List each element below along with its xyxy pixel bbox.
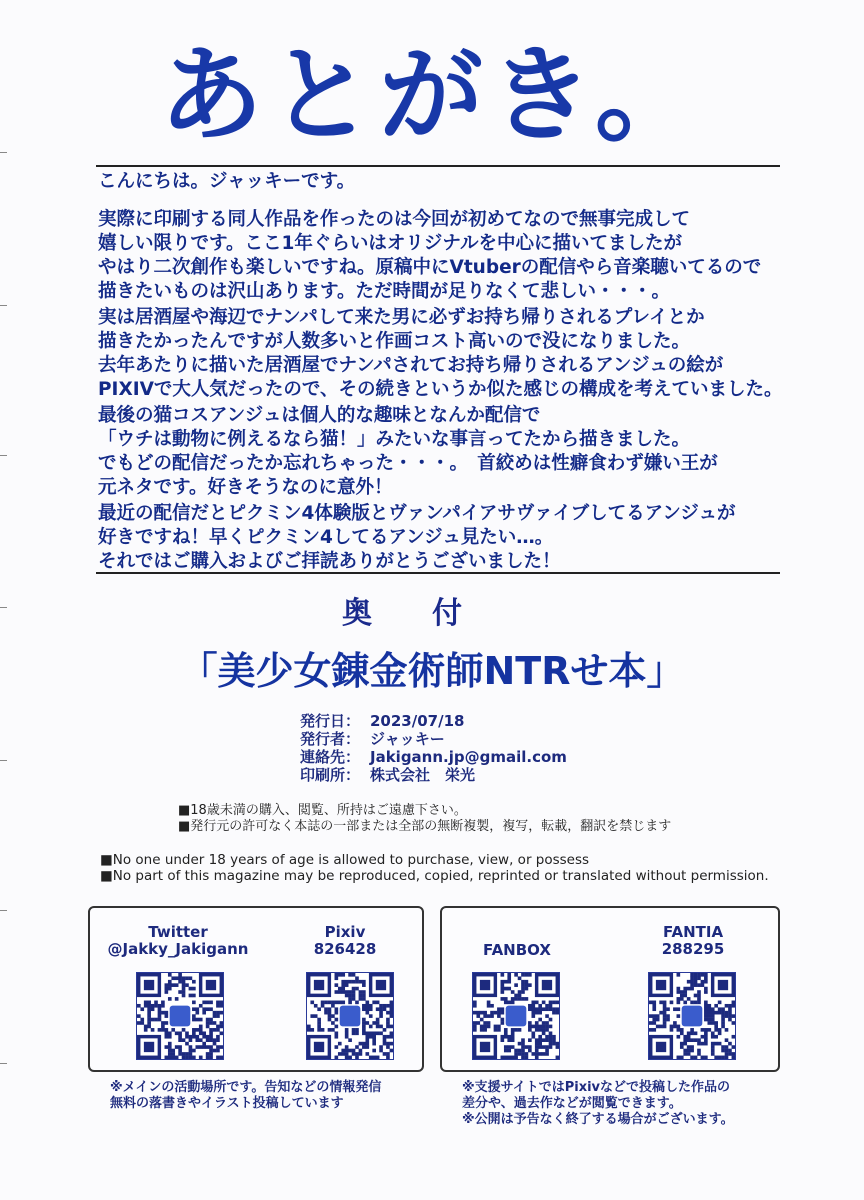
notices-en: ■No one under 18 years of age is allowed to purchase, view, or possess ■No part of this magazine may be reproduced, copied, reprinted or translated without permission. [100, 852, 769, 884]
caption-right: ※支援サイトではPixivなどで投稿した作品の 差分や、過去作などが閲覧できます。 ※公開は予告なく終了する場合がございます。 [462, 1080, 734, 1127]
greeting: こんにちは。ジャッキーです。 [98, 171, 356, 192]
fantia-label: FANTIA 288295 [661, 923, 725, 958]
twitter-label: Twitter @Jakky_Jakigann [107, 923, 249, 958]
divider-top [96, 165, 780, 167]
pixiv-p-icon [307, 973, 393, 1059]
paragraph-3: 最後の猫コスアンジュは個人的な趣味となんか配信で 「ウチは動物に例えるなら猫！」みたいな事言ってたから描きました。 でもどの配信だったか忘れちゃった・・・。 首絞めは性癖食わず嫌い王が 元ネタです。好きそうなのに意外！ [98, 405, 718, 498]
fantia-icon [649, 973, 735, 1059]
paragraph-2: 実は居酒屋や海辺でナンパして来た男に必ずお持ち帰りされるプレイとか 描きたかったんですが人数多いと作画コスト高いので没になりました。 去年あたりに描いた居酒屋でナンパされてお持ち帰りされるアンジュの絵が PIXIVで大人気だったので、その続きというか似た感じの構成を考えていました。 [98, 307, 783, 400]
fanbox-icon [473, 973, 559, 1059]
fanbox-qr[interactable] [472, 972, 560, 1060]
meta-contact: 連絡先： Jakigann.jp@gmail.com [300, 748, 567, 766]
caption-left: ※メインの活動場所です。告知などの情報発信 無料の落書きやイラスト投稿しています [110, 1080, 382, 1111]
pixiv-label: Pixiv 826428 [313, 923, 377, 958]
social-box-right [440, 906, 780, 1072]
bird-icon [137, 973, 223, 1059]
colophon-heading: 奥付 [342, 596, 522, 631]
pixiv-qr[interactable] [306, 972, 394, 1060]
twitter-qr[interactable] [136, 972, 224, 1060]
social-box-left [88, 906, 424, 1072]
meta-printer: 印刷所： 株式会社 栄光 [300, 766, 476, 784]
page-title: あとがき。 [159, 34, 705, 156]
fanbox-label: FANBOX [483, 941, 551, 959]
book-title: 「美少女錬金術師NTRせ本」 [179, 649, 685, 693]
meta-publisher: 発行者： ジャッキー [300, 730, 445, 748]
notices-jp: ■18歳未満の購入、閲覧、所持はご遠慮下さい。 ■発行元の許可なく本誌の一部または全部の無断複製，複写，転載，翻訳を禁じます [178, 803, 672, 834]
paragraph-1: 実際に印刷する同人作品を作ったのは今回が初めてなので無事完成して 嬉しい限りです。ここ1年ぐらいはオリジナルを中心に描いてましたが やはり二次創作も楽しいですね。原稿中にVtuberの配信やら音楽聴いてるので 描きたいものは沢山あります。ただ時間が足りなくて悲しい・・・。 [98, 209, 762, 302]
colophon-meta [300, 712, 567, 784]
divider-bottom [96, 572, 780, 574]
paragraph-4: 最近の配信だとピクミン4体験版とヴァンパイアサヴァイブしてるアンジュが 好きですね！早くピクミン4してるアンジュ見たい…。 それではご購入およびご拝読ありがとうございました！ [98, 503, 736, 572]
fantia-qr[interactable] [648, 972, 736, 1060]
meta-date: 発行日： 2023/07/18 [300, 712, 465, 730]
